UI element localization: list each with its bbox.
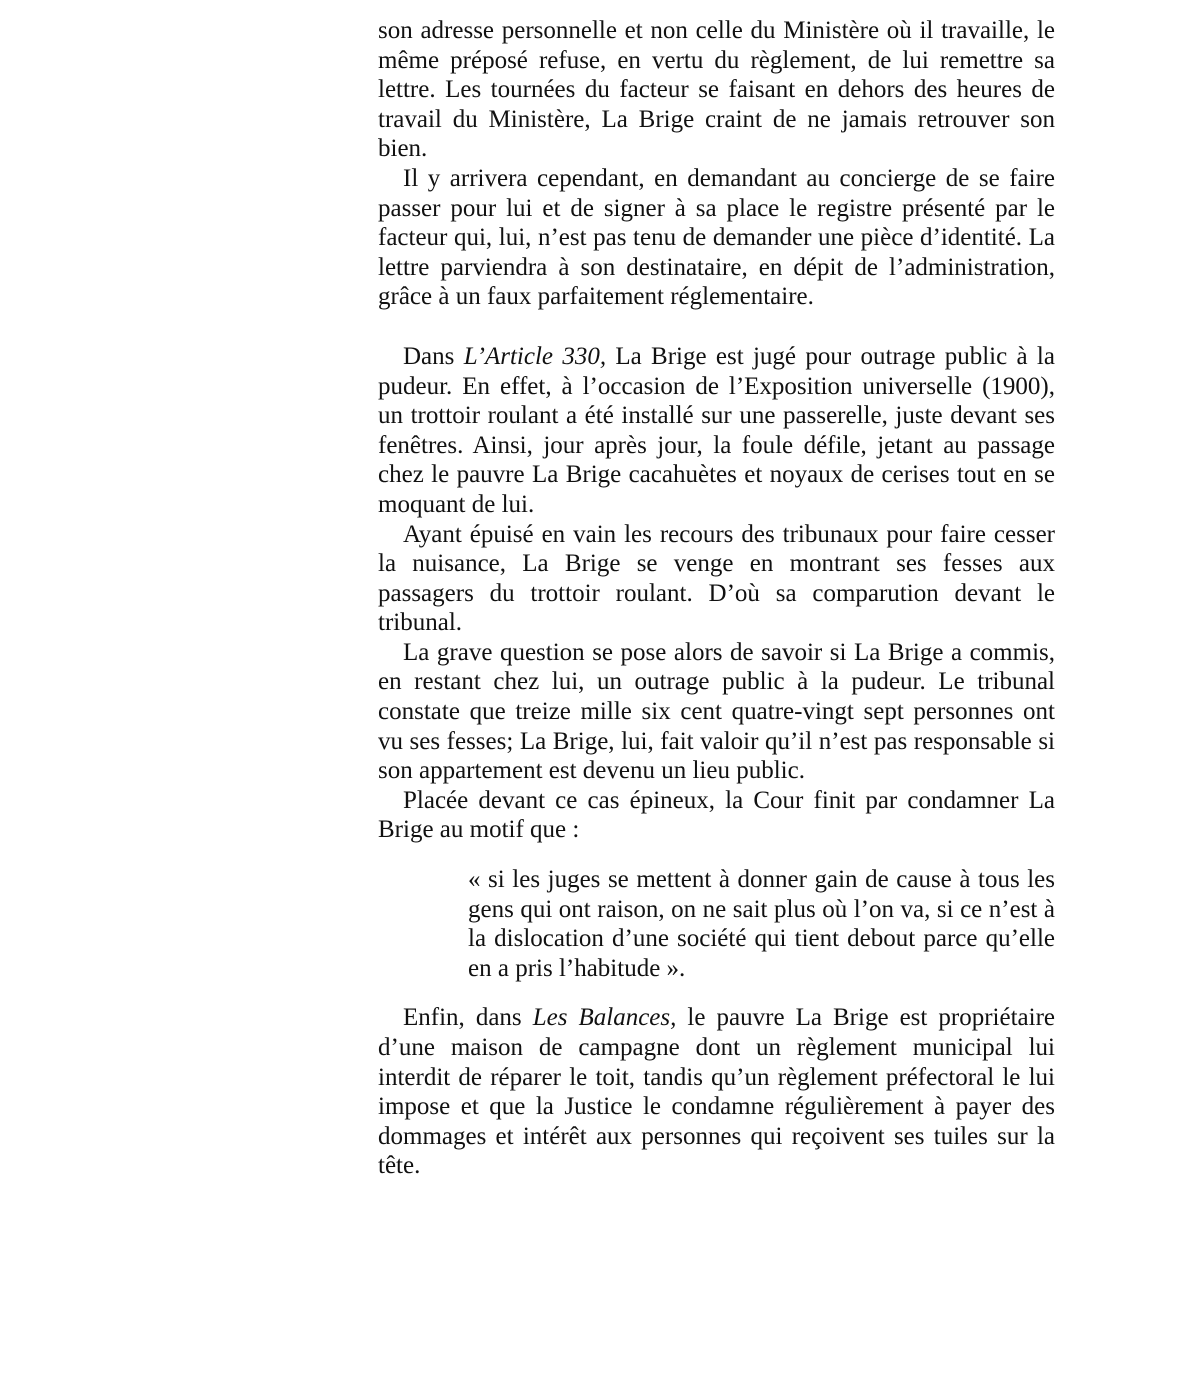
paragraph-7 [378, 1003, 1055, 1181]
paragraph-3 [378, 342, 1055, 520]
paragraph-6: Placée devant ce cas épineux, la Cour finit par condamner La Brige au motif que : [378, 786, 1055, 844]
paragraph-3-body: La Brige est jugé pour outrage public à la pudeur. En effet, à l’occasion de l’Exposition universelle (1900), un trottoir roulant a été installé sur une passerelle, juste devant ses fenêtres. Ainsi, jour après jour, la foule défile, jetant au passage chez le pauvre La Brige cacahuètes et noyaux de cerises tout en se moquant de lui. [378, 342, 1055, 518]
paragraph-1: son adresse personnelle et non celle du Ministère où il travaille, le même préposé refuse, en vertu du règlement, de lui remettre sa lettre. Les tournées du facteur se faisant en dehors des heures de travail du Ministère, La Brige craint de ne jamais retrouver son bien. [378, 17, 1055, 163]
block-quote: « si les juges se mettent à donner gain de cause à tous les gens qui ont raison, on ne sait plus où l’on va, si ce n’est à la dislocation d’une société qui tient debout parce qu’elle en a pris l’habitude ». [468, 866, 1055, 982]
paragraph-3-lead: Dans [403, 342, 464, 370]
page-body [378, 16, 1055, 1181]
work-title-article-330: L’Article 330, [463, 342, 607, 370]
paragraph-7-body: le pauvre La Brige est propriétaire d’une maison de campagne dont un règlement municipal lui interdit de réparer le toit, tandis qu’un règlement préfectoral le lui impose et que la Justice le condamne régulièrement à payer des dommages et intérêt aux personnes qui reçoivent ses tuiles sur la tête. [378, 1004, 1056, 1180]
work-title-les-balances: Les Balances, [532, 1004, 677, 1032]
paragraph-4: Ayant épuisé en vain les recours des tribunaux pour faire cesser la nuisance, La Brige se venge en montrant ses fesses aux passagers du trottoir roulant. D’où sa comparution devant le tribunal. [378, 520, 1055, 637]
paragraph-2: Il y arrivera cependant, en demandant au concierge de se faire passer pour lui et de signer à sa place le registre présenté par le facteur qui, lui, n’est pas tenu de demander une pièce d’identité. La lettre parviendra à son destinataire, en dépit de l’administration, grâce à un faux parfaitement réglementaire. [378, 164, 1055, 311]
paragraph-7-lead: Enfin, dans [403, 1004, 533, 1032]
paragraph-5: La grave question se pose alors de savoir si La Brige a commis, en restant chez lui, un outrage public à la pudeur. Le tribunal constate que treize mille six cent quatre-vingt sept personnes ont vu ses fesses; La Brige, lui, fait valoir qu’il n’est pas responsable si son appartement est devenu un lieu public. [378, 638, 1055, 785]
